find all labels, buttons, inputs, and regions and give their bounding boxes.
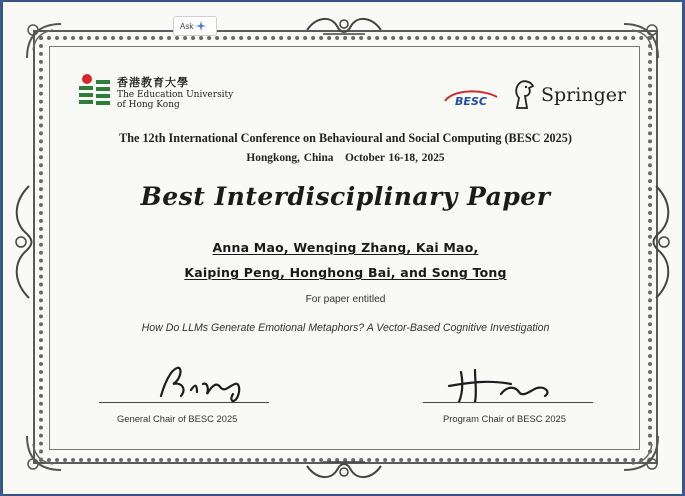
conference-title: The 12th International Conference on Behavioural and Social Computing (BESC 2025) <box>119 131 572 145</box>
eduhk-name-en-2: of Hong Kong <box>117 100 180 110</box>
program-chair-title: Program Chair of BESC 2025 <box>443 413 566 424</box>
left-signature-line <box>99 402 269 403</box>
ask-button[interactable] <box>173 16 217 36</box>
for-paper-label: For paper entitled <box>305 294 386 305</box>
authors-line-1 <box>3 240 685 255</box>
corner-ornament-top-right <box>620 20 662 62</box>
top-center-ornament <box>303 12 385 40</box>
besc-logo-label: BESC <box>455 95 487 108</box>
eduhk-logo-text <box>117 74 233 110</box>
authors-line-2-text: Kaiping Peng, Honghong Bai, and Song Tong <box>184 265 507 280</box>
corner-ornament-bottom-left <box>23 432 65 474</box>
eduhk-name-zh: 香港教育大學 <box>117 76 189 89</box>
conference-place-date: Hongkong, China October 16-18, 2025 <box>246 152 445 164</box>
program-chair-signature <box>441 364 571 406</box>
authors-line-2 <box>3 265 685 280</box>
bottom-center-ornament <box>303 456 385 484</box>
certificate-paper <box>3 2 682 494</box>
besc-logo-icon <box>443 87 499 109</box>
general-chair-signature <box>151 362 271 404</box>
award-title: Best Interdisciplinary Paper <box>140 182 551 211</box>
paper-title: How Do LLMs Generate Emotional Metaphors? A Vector-Based Cognitive Investigation <box>141 322 550 334</box>
springer-horse-icon <box>509 78 539 110</box>
eduhk-logo-icon <box>77 72 113 108</box>
corner-ornament-top-left <box>23 20 65 62</box>
springer-logo-text: Springer <box>541 84 627 106</box>
corner-ornament-bottom-right <box>620 432 662 474</box>
ask-sparkle-icon <box>196 21 206 31</box>
eduhk-name-en-1: The Education University <box>117 90 234 100</box>
ask-label: Ask <box>180 21 194 31</box>
right-signature-line <box>423 402 593 403</box>
general-chair-title: General Chair of BESC 2025 <box>117 413 238 424</box>
authors-line-1-text: Anna Mao, Wenqing Zhang, Kai Mao, <box>212 240 479 255</box>
